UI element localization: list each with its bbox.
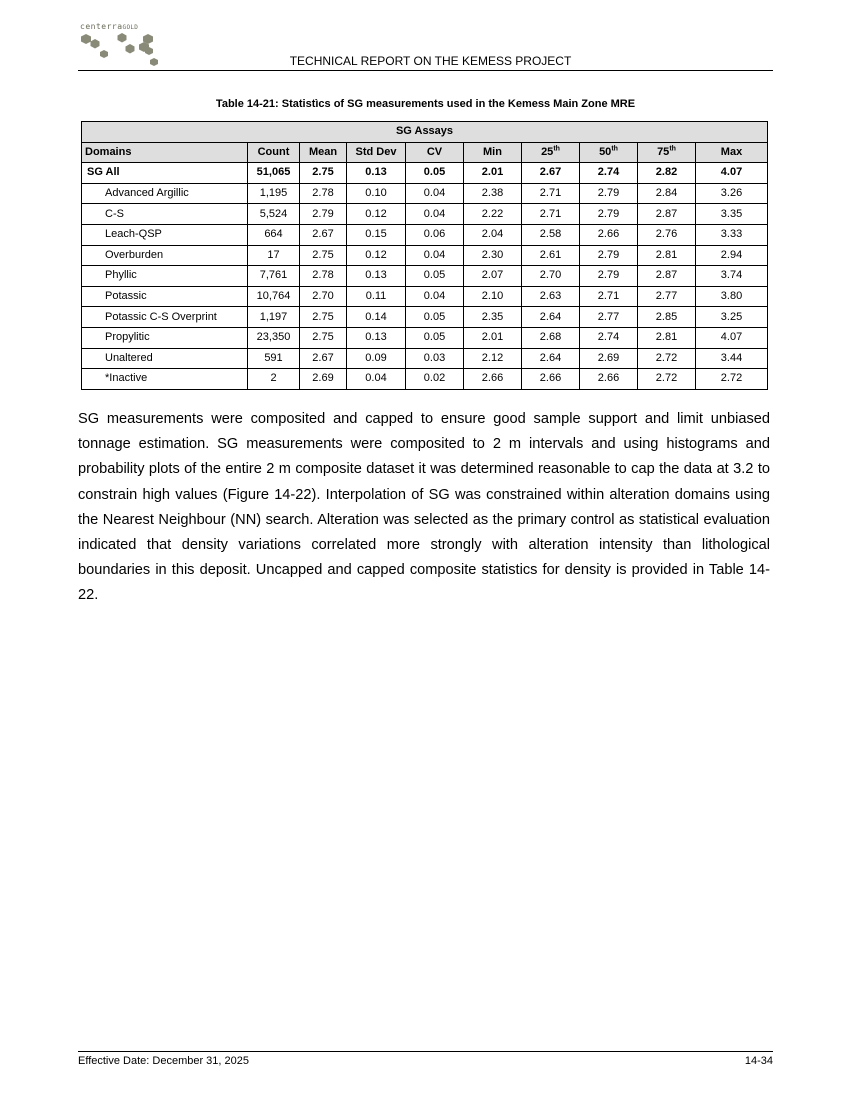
cell-count: 17	[248, 245, 300, 266]
cell-count: 591	[248, 348, 300, 369]
cell-min: 2.30	[464, 245, 522, 266]
col-count: Count	[248, 142, 300, 163]
cell-domain: Propylitic	[82, 327, 248, 348]
cell-p50: 2.66	[580, 224, 638, 245]
cell-mean: 2.70	[300, 286, 347, 307]
cell-count: 5,524	[248, 204, 300, 225]
cell-count: 2	[248, 369, 300, 390]
cell-p50: 2.77	[580, 307, 638, 328]
cell-p75: 2.76	[638, 224, 696, 245]
cell-p75: 2.85	[638, 307, 696, 328]
cell-p25: 2.71	[522, 204, 580, 225]
col-p50: 50th	[580, 142, 638, 163]
table-row	[82, 163, 768, 184]
cell-p75: 2.81	[638, 327, 696, 348]
cell-p50: 2.69	[580, 348, 638, 369]
cell-count: 1,195	[248, 183, 300, 204]
col-std-dev: Std Dev	[347, 142, 406, 163]
col-domains: Domains	[82, 142, 248, 163]
cell-cv: 0.06	[406, 224, 464, 245]
cell-mean: 2.67	[300, 348, 347, 369]
table-row	[82, 348, 768, 369]
cell-std: 0.13	[347, 163, 406, 184]
report-title: TECHNICAL REPORT ON THE KEMESS PROJECT	[289, 54, 572, 68]
cell-min: 2.07	[464, 266, 522, 287]
cell-mean: 2.78	[300, 183, 347, 204]
table-row	[82, 245, 768, 266]
cell-cv: 0.04	[406, 286, 464, 307]
cell-mean: 2.75	[300, 245, 347, 266]
col-min: Min	[464, 142, 522, 163]
cell-max: 4.07	[696, 327, 768, 348]
col-p75: 75th	[638, 142, 696, 163]
cell-p25: 2.70	[522, 266, 580, 287]
cell-min: 2.01	[464, 327, 522, 348]
table-row	[82, 224, 768, 245]
page-footer	[78, 1051, 773, 1067]
cell-mean: 2.75	[300, 327, 347, 348]
cell-p75: 2.87	[638, 266, 696, 287]
cell-p75: 2.87	[638, 204, 696, 225]
table-row	[82, 369, 768, 390]
logo-text: centerra	[80, 22, 123, 31]
cell-max: 2.72	[696, 369, 768, 390]
cell-count: 664	[248, 224, 300, 245]
cell-std: 0.04	[347, 369, 406, 390]
cell-mean: 2.69	[300, 369, 347, 390]
cell-min: 2.35	[464, 307, 522, 328]
cell-mean: 2.75	[300, 307, 347, 328]
cell-max: 3.25	[696, 307, 768, 328]
cell-min: 2.38	[464, 183, 522, 204]
effective-date: Effective Date: December 31, 2025	[78, 1055, 250, 1067]
cell-domain: C-S	[82, 204, 248, 225]
table-caption: Table 14-21: Statistìcs of SG measurements used in the Kemess Main Zone MRE	[215, 98, 636, 110]
cell-p75: 2.72	[638, 369, 696, 390]
cell-p25: 2.64	[522, 348, 580, 369]
cell-p75: 2.84	[638, 183, 696, 204]
cell-std: 0.13	[347, 266, 406, 287]
cell-cv: 0.05	[406, 327, 464, 348]
cell-std: 0.10	[347, 183, 406, 204]
cell-p25: 2.61	[522, 245, 580, 266]
cell-max: 4.07	[696, 163, 768, 184]
table-row	[82, 286, 768, 307]
cell-std: 0.13	[347, 327, 406, 348]
cell-domain: Advanced Argillic	[82, 183, 248, 204]
cell-p25: 2.66	[522, 369, 580, 390]
table-row	[82, 327, 768, 348]
cell-cv: 0.02	[406, 369, 464, 390]
cell-min: 2.10	[464, 286, 522, 307]
cell-std: 0.12	[347, 204, 406, 225]
cell-domain: Potassic	[82, 286, 248, 307]
cell-max: 3.33	[696, 224, 768, 245]
cell-domain: Potassic C-S Overprint	[82, 307, 248, 328]
cell-max: 3.80	[696, 286, 768, 307]
col-max: Max	[696, 142, 768, 163]
cell-p50: 2.66	[580, 369, 638, 390]
table-row	[82, 307, 768, 328]
cell-domain: Overburden	[82, 245, 248, 266]
cell-mean: 2.75	[300, 163, 347, 184]
cell-domain: SG All	[82, 163, 248, 184]
cell-domain: Unaltered	[82, 348, 248, 369]
cell-min: 2.01	[464, 163, 522, 184]
cell-count: 23,350	[248, 327, 300, 348]
cell-max: 3.35	[696, 204, 768, 225]
cell-p25: 2.68	[522, 327, 580, 348]
body-paragraph: SG measurements were composited and capped to ensure good sample support and limit unbiased tonnage estimation. SG measurements were composited to 2 m intervals and using histograms and probability plots of the entire 2 m composite dataset it was determined reasonable to cap the data at 3.2 to constrain high values (Figure 14-22). Interpolation of SG was constrained within alteration domains using the Nearest Neighbour (NN) search. Alteration was selected as the primary control as statistical evaluation indicated that density variations correlated more strongly with alteration intensity than lithological boundaries in this deposit. Uncapped and capped composite statistics for density is provided in Table 14-22.	[78, 411, 770, 604]
cell-mean: 2.78	[300, 266, 347, 287]
sg-statistics-table	[81, 121, 768, 390]
cell-min: 2.22	[464, 204, 522, 225]
col-p25: 25th	[522, 142, 580, 163]
cell-p50: 2.71	[580, 286, 638, 307]
cell-std: 0.09	[347, 348, 406, 369]
cell-p25: 2.67	[522, 163, 580, 184]
cell-min: 2.04	[464, 224, 522, 245]
cell-count: 51,065	[248, 163, 300, 184]
table-body	[82, 163, 768, 390]
cell-p50: 2.79	[580, 204, 638, 225]
cell-p75: 2.81	[638, 245, 696, 266]
cell-cv: 0.05	[406, 163, 464, 184]
cell-p25: 2.71	[522, 183, 580, 204]
cell-mean: 2.79	[300, 204, 347, 225]
cell-cv: 0.03	[406, 348, 464, 369]
table-row	[82, 266, 768, 287]
cell-p25: 2.58	[522, 224, 580, 245]
cell-p50: 2.79	[580, 266, 638, 287]
table-header-row	[82, 142, 768, 163]
table-row	[82, 183, 768, 204]
cell-p75: 2.82	[638, 163, 696, 184]
cell-mean: 2.67	[300, 224, 347, 245]
table-group-header: SG Assays	[82, 122, 768, 143]
cell-domain: *Inactive	[82, 369, 248, 390]
table-row	[82, 204, 768, 225]
cell-std: 0.12	[347, 245, 406, 266]
cell-domain: Leach-QSP	[82, 224, 248, 245]
cell-cv: 0.04	[406, 245, 464, 266]
col-cv: CV	[406, 142, 464, 163]
cell-count: 1,197	[248, 307, 300, 328]
cell-p75: 2.72	[638, 348, 696, 369]
cell-max: 2.94	[696, 245, 768, 266]
cell-std: 0.11	[347, 286, 406, 307]
cell-min: 2.12	[464, 348, 522, 369]
cell-max: 3.74	[696, 266, 768, 287]
cell-p25: 2.63	[522, 286, 580, 307]
cell-std: 0.14	[347, 307, 406, 328]
cell-count: 7,761	[248, 266, 300, 287]
cell-cv: 0.04	[406, 204, 464, 225]
col-mean: Mean	[300, 142, 347, 163]
cell-cv: 0.05	[406, 266, 464, 287]
cell-p75: 2.77	[638, 286, 696, 307]
cell-p25: 2.64	[522, 307, 580, 328]
cell-max: 3.26	[696, 183, 768, 204]
cell-p50: 2.79	[580, 245, 638, 266]
cell-cv: 0.05	[406, 307, 464, 328]
cell-p50: 2.79	[580, 183, 638, 204]
cell-p50: 2.74	[580, 327, 638, 348]
page-header	[78, 18, 773, 71]
logo-suffix: GOLD	[122, 24, 139, 31]
cell-count: 10,764	[248, 286, 300, 307]
cell-min: 2.66	[464, 369, 522, 390]
cell-p50: 2.74	[580, 163, 638, 184]
cell-std: 0.15	[347, 224, 406, 245]
cell-domain: Phyllic	[82, 266, 248, 287]
cell-cv: 0.04	[406, 183, 464, 204]
page-number: 14-34	[744, 1055, 773, 1067]
cell-max: 3.44	[696, 348, 768, 369]
